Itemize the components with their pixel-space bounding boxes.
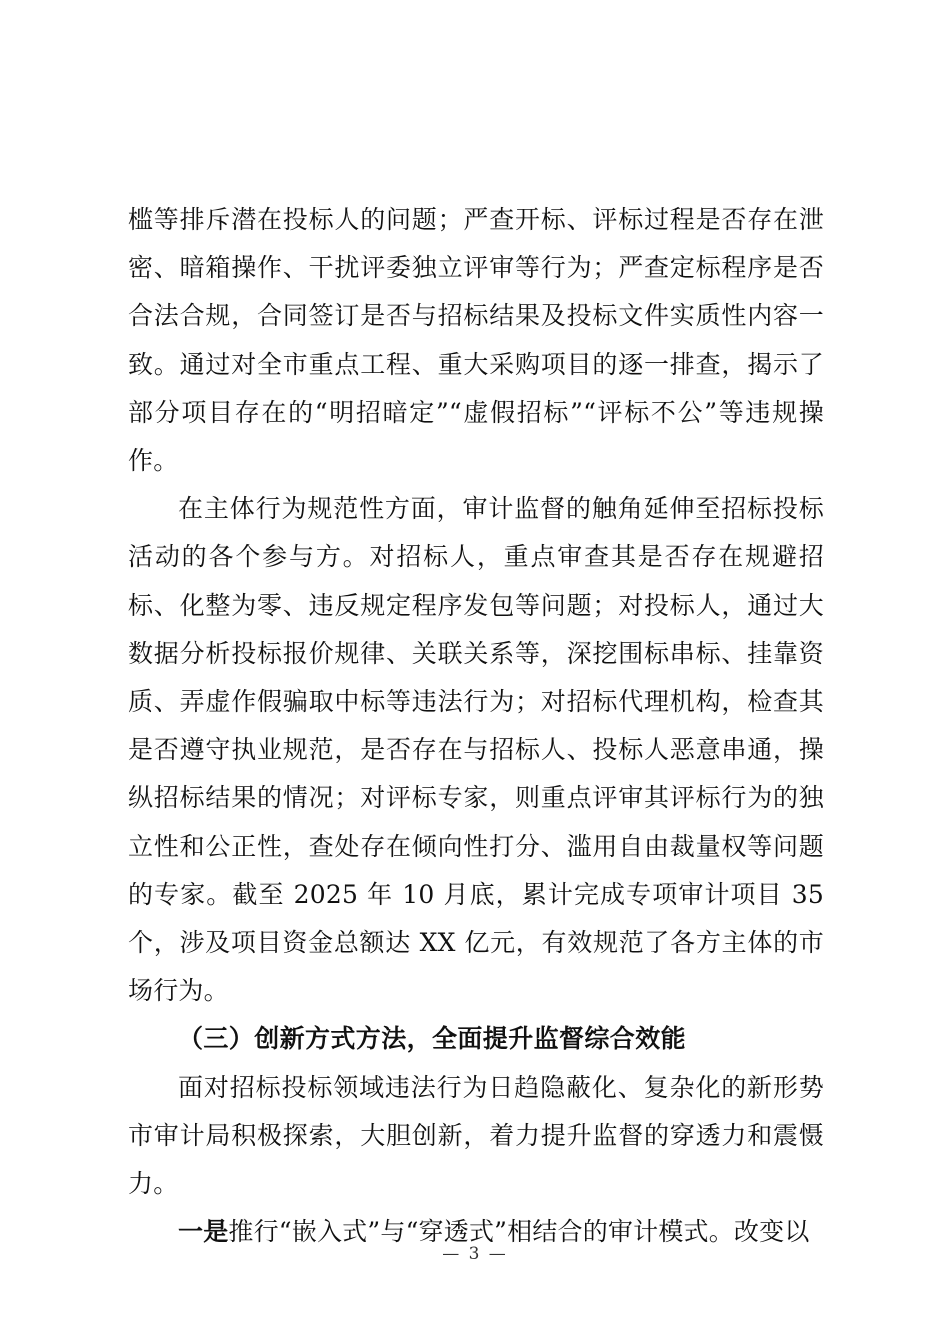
body-paragraph-2: 在主体行为规范性方面，审计监督的触角延伸至招标投标活动的各个参与方。对招标人，重点审查其是否存在规避招标、化整为零、违反规定程序发包等问题；对投标人，通过大数据分析投标报价规律、关联关系等，深挖围标串标、挂靠资质、弄虚作假骗取中标等违法行为；对招标代理机构，检查其是否遵守执业规范，是否存在与招标人、投标人恶意串通，操纵招标结果的情况；对评标专家，则重点评审其评标行为的独立性和公正性，查处存在倾向性打分、滥用自由裁量权等问题的专家。截至 2025 年 10 月底，累计完成专项审计项目 35 个，涉及项目资金总额达 XX 亿元，有效规范了各方主体的市场行为。: [128, 494, 824, 1006]
body-paragraph-1: 槛等排斥潜在投标人的问题；严查开标、评标过程是否存在泄密、暗箱操作、干扰评委独立评审等行为；严查定标程序是否合法合规，合同签订是否与招标结果及投标文件实质性内容一致。通过对全市重点工程、重大采购项目的逐一排查，揭示了部分项目存在的“明招暗定”“虚假招标”“评标不公”等违规操作。: [128, 205, 824, 476]
body-paragraph-3: 面对招标投标领域违法行为日趋隐蔽化、复杂化的新形势市审计局积极探索，大胆创新，着力提升监督的穿透力和震慑力。: [128, 1072, 824, 1199]
page-number: — 3 —: [442, 1244, 508, 1264]
section-heading: （三）创新方式方法，全面提升监督综合效能: [178, 1024, 687, 1054]
paragraph-4-text: 推行“嵌入式”与“穿透式”相结合的审计模式。改变以: [228, 1217, 810, 1247]
document-body: [128, 196, 824, 1256]
paragraph-lead-bold: 一是: [178, 1217, 229, 1247]
